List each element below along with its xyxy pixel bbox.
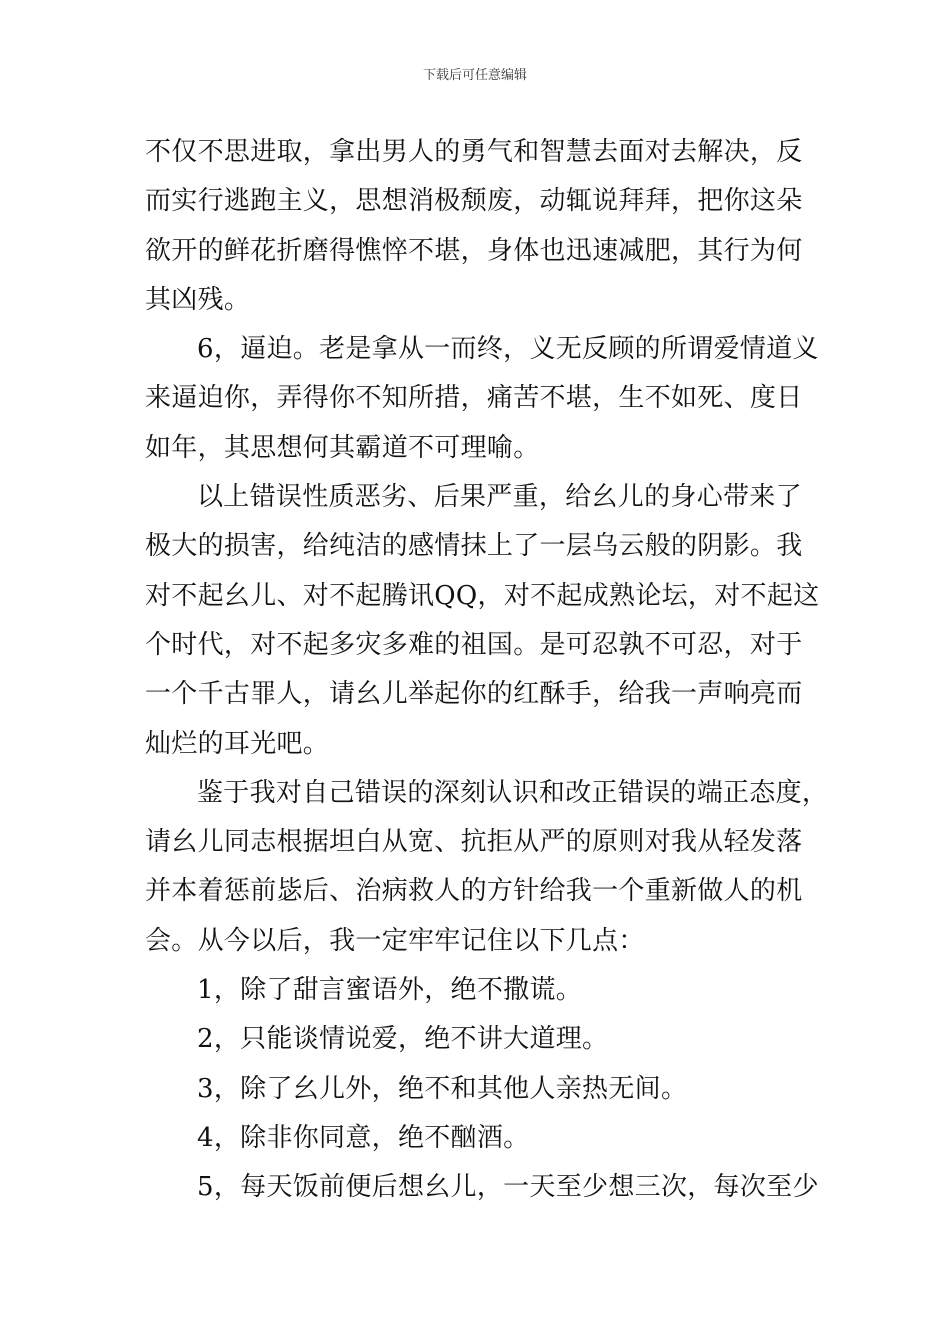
text-line: 1，除了甜言蜜语外，绝不撒谎。 bbox=[197, 975, 583, 1006]
text-line: 以上错误性质恶劣、后果严重，给幺儿的身心带来了 bbox=[197, 482, 802, 513]
text-line: 灿烂的耳光吧。 bbox=[145, 728, 330, 759]
text-line: 欲开的鲜花折磨得憔悴不堪，身体也迅速减肥，其行为何 bbox=[145, 235, 803, 266]
text-line: 一个千古罪人，请幺儿举起你的红酥手，给我一声响亮而 bbox=[145, 679, 803, 710]
text-line: 3，除了幺儿外，绝不和其他人亲热无间。 bbox=[197, 1073, 688, 1104]
text-line: 而实行逃跑主义，思想消极颓废，动辄说拜拜，把你这朵 bbox=[145, 186, 803, 217]
text-line: 鉴于我对自己错误的深刻认识和改正错误的端正态度， bbox=[197, 777, 829, 808]
text-line: 4，除非你同意，绝不酗酒。 bbox=[197, 1122, 530, 1153]
text-line: 来逼迫你，弄得你不知所措，痛苦不堪，生不如死、度日 bbox=[145, 383, 803, 414]
text-line: 2，只能谈情说爱，绝不讲大道理。 bbox=[197, 1024, 609, 1055]
text-line: 会。从今以后，我一定牢牢记住以下几点： bbox=[145, 925, 645, 956]
text-line: 对不起幺儿、对不起腾讯QQ，对不起成熟论坛，对不起这 bbox=[145, 580, 820, 611]
text-line: 6，逼迫。老是拿从一而终，义无反顾的所谓爱情道义 bbox=[197, 334, 819, 365]
text-line: 并本着惩前毖后、治病救人的方针给我一个重新做人的机 bbox=[145, 876, 803, 907]
text-line: 5，每天饭前便后想幺儿，一天至少想三次，每次至少 bbox=[197, 1172, 819, 1203]
text-line: 如年，其思想何其霸道不可理喻。 bbox=[145, 432, 540, 463]
document-body bbox=[145, 128, 829, 1213]
text-line: 请幺儿同志根据坦白从宽、抗拒从严的原则对我从轻发落 bbox=[145, 827, 803, 858]
text-line: 个时代，对不起多灾多难的祖国。是可忍孰不可忍，对于 bbox=[145, 629, 803, 660]
text-line: 极大的损害，给纯洁的感情抹上了一层乌云般的阴影。我 bbox=[145, 531, 803, 562]
page-header: 下载后可任意编辑 bbox=[422, 68, 527, 83]
text-line: 不仅不思进取，拿出男人的勇气和智慧去面对去解决，反 bbox=[145, 137, 803, 167]
text-line: 其凶残。 bbox=[145, 284, 251, 315]
